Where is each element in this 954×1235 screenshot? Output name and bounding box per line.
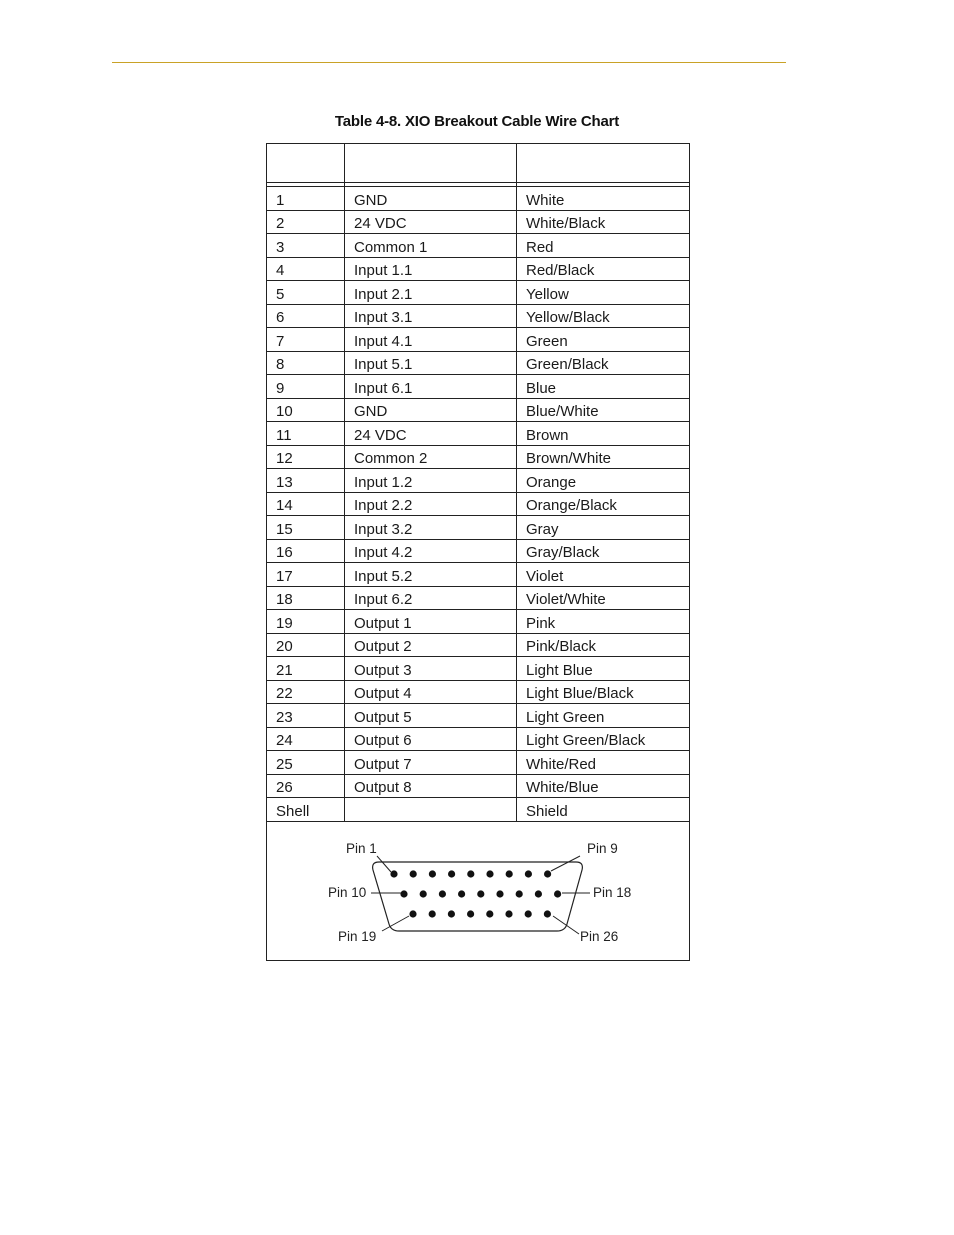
table-row: [267, 798, 690, 822]
pin-cell: 19: [267, 610, 345, 634]
header-cell-color: [517, 144, 690, 183]
signal-cell: Output 1: [345, 610, 517, 634]
pin-cell: 10: [267, 398, 345, 422]
wire-color-cell: Red/Black: [517, 257, 690, 281]
wire-color-cell: White/Red: [517, 751, 690, 775]
table-row: [267, 328, 690, 352]
pin-21: [448, 910, 455, 917]
signal-cell: 24 VDC: [345, 210, 517, 234]
table-row: [267, 704, 690, 728]
label-pin18: Pin 18: [593, 884, 632, 900]
header-rule: [112, 62, 786, 63]
pin-1: [390, 870, 397, 877]
wire-color-cell: Red: [517, 234, 690, 258]
signal-cell: Output 2: [345, 633, 517, 657]
table-row: [267, 563, 690, 587]
wire-color-cell: Gray: [517, 516, 690, 540]
pin-cell: 2: [267, 210, 345, 234]
signal-cell: Input 6.2: [345, 586, 517, 610]
wire-color-cell: White/Blue: [517, 774, 690, 798]
signal-cell: Input 2.2: [345, 492, 517, 516]
pin-20: [429, 910, 436, 917]
pin-cell: 9: [267, 375, 345, 399]
wire-color-cell: Orange: [517, 469, 690, 493]
table-row: [267, 610, 690, 634]
pin-cell: 11: [267, 422, 345, 446]
signal-cell: Common 1: [345, 234, 517, 258]
wire-color-cell: Violet/White: [517, 586, 690, 610]
wire-color-cell: Light Blue: [517, 657, 690, 681]
pin-cell: 24: [267, 727, 345, 751]
table-row: [267, 657, 690, 681]
pin-26: [544, 910, 551, 917]
wire-color-cell: Orange/Black: [517, 492, 690, 516]
wire-color-cell: Blue: [517, 375, 690, 399]
pin-24: [505, 910, 512, 917]
pin-cell: 18: [267, 586, 345, 610]
signal-cell: Input 3.2: [345, 516, 517, 540]
pin-9: [544, 870, 551, 877]
wire-color-cell: Pink: [517, 610, 690, 634]
pin-14: [477, 890, 484, 897]
table-row: [267, 234, 690, 258]
wire-color-cell: Violet: [517, 563, 690, 587]
table-row: [267, 187, 690, 211]
wire-color-cell: Yellow: [517, 281, 690, 305]
pin-23: [486, 910, 493, 917]
wire-color-cell: Shield: [517, 798, 690, 822]
header-cell-signal: [345, 144, 517, 183]
signal-cell: Input 3.1: [345, 304, 517, 328]
pin-cell: 7: [267, 328, 345, 352]
table-row: [267, 680, 690, 704]
wire-color-cell: Light Green/Black: [517, 727, 690, 751]
leader-line-pin1: [377, 856, 391, 872]
pin-18: [554, 890, 561, 897]
table-row: [267, 516, 690, 540]
label-pin19: Pin 19: [338, 928, 377, 944]
table-row: [267, 492, 690, 516]
pin-cell: 6: [267, 304, 345, 328]
table-row: [267, 398, 690, 422]
table-row: [267, 727, 690, 751]
pin-cell: 3: [267, 234, 345, 258]
table-row: [267, 422, 690, 446]
signal-cell: Output 3: [345, 657, 517, 681]
pin-15: [496, 890, 503, 897]
pin-7: [506, 870, 513, 877]
signal-cell: Input 2.1: [345, 281, 517, 305]
wire-color-cell: Yellow/Black: [517, 304, 690, 328]
table-row: [267, 586, 690, 610]
pin-2: [410, 870, 417, 877]
pin-cell: Shell: [267, 798, 345, 822]
pin-19: [409, 910, 416, 917]
pin-25: [525, 910, 532, 917]
leader-line-pin19: [382, 916, 409, 931]
pin-cell: 20: [267, 633, 345, 657]
header-cell-pin: [267, 144, 345, 183]
pin-12: [439, 890, 446, 897]
pin-17: [535, 890, 542, 897]
table-row: [267, 375, 690, 399]
pin-cell: 5: [267, 281, 345, 305]
pin-cell: 4: [267, 257, 345, 281]
pin-cell: 22: [267, 680, 345, 704]
pin-cell: 1: [267, 187, 345, 211]
signal-cell: Input 5.2: [345, 563, 517, 587]
pin-cell: 25: [267, 751, 345, 775]
wire-chart-table: [266, 143, 690, 961]
wire-color-cell: White/Black: [517, 210, 690, 234]
table-row: [267, 633, 690, 657]
wire-color-cell: Light Blue/Black: [517, 680, 690, 704]
pin-cell: 12: [267, 445, 345, 469]
wire-color-cell: Brown/White: [517, 445, 690, 469]
table-row: [267, 774, 690, 798]
connector-diagram-row: [267, 821, 690, 960]
signal-cell: Output 6: [345, 727, 517, 751]
pin-cell: 26: [267, 774, 345, 798]
wire-color-cell: Pink/Black: [517, 633, 690, 657]
leader-line-pin9: [551, 856, 580, 871]
signal-cell: [345, 798, 517, 822]
pin-5: [467, 870, 474, 877]
wire-color-cell: White: [517, 187, 690, 211]
wire-color-cell: Blue/White: [517, 398, 690, 422]
pin-cell: 21: [267, 657, 345, 681]
label-pin1: Pin 1: [346, 840, 377, 856]
signal-cell: GND: [345, 398, 517, 422]
label-pin9: Pin 9: [587, 840, 618, 856]
signal-cell: Output 4: [345, 680, 517, 704]
table-row: [267, 751, 690, 775]
table-row: [267, 445, 690, 469]
table-row: [267, 351, 690, 375]
table-header-row: [267, 144, 690, 183]
table-row: [267, 469, 690, 493]
signal-cell: Output 8: [345, 774, 517, 798]
pin-cell: 16: [267, 539, 345, 563]
pin-cell: 15: [267, 516, 345, 540]
pin-22: [467, 910, 474, 917]
pin-cell: 13: [267, 469, 345, 493]
signal-cell: Input 5.1: [345, 351, 517, 375]
wire-color-cell: Green: [517, 328, 690, 352]
pin-8: [525, 870, 532, 877]
pin-10: [400, 890, 407, 897]
pin-6: [486, 870, 493, 877]
pin-cell: 14: [267, 492, 345, 516]
wire-color-cell: Light Green: [517, 704, 690, 728]
label-pin10: Pin 10: [328, 884, 367, 900]
wire-color-cell: Green/Black: [517, 351, 690, 375]
pin-4: [448, 870, 455, 877]
signal-cell: Input 4.2: [345, 539, 517, 563]
pin-13: [458, 890, 465, 897]
table-row: [267, 257, 690, 281]
signal-cell: Output 5: [345, 704, 517, 728]
signal-cell: Output 7: [345, 751, 517, 775]
signal-cell: Input 1.2: [345, 469, 517, 493]
pin-11: [420, 890, 427, 897]
wire-color-cell: Gray/Black: [517, 539, 690, 563]
table-caption: Table 4-8. XIO Breakout Cable Wire Chart: [334, 113, 620, 130]
signal-cell: 24 VDC: [345, 422, 517, 446]
signal-cell: Input 1.1: [345, 257, 517, 281]
db26-connector-diagram: [267, 822, 688, 955]
signal-cell: Input 6.1: [345, 375, 517, 399]
table-row: [267, 210, 690, 234]
table-row: [267, 304, 690, 328]
pin-cell: 17: [267, 563, 345, 587]
wire-color-cell: Brown: [517, 422, 690, 446]
pin-16: [516, 890, 523, 897]
signal-cell: Input 4.1: [345, 328, 517, 352]
pin-3: [429, 870, 436, 877]
pin-cell: 8: [267, 351, 345, 375]
table-row: [267, 539, 690, 563]
label-pin26: Pin 26: [580, 928, 619, 944]
table-row: [267, 281, 690, 305]
signal-cell: GND: [345, 187, 517, 211]
pin-cell: 23: [267, 704, 345, 728]
signal-cell: Common 2: [345, 445, 517, 469]
